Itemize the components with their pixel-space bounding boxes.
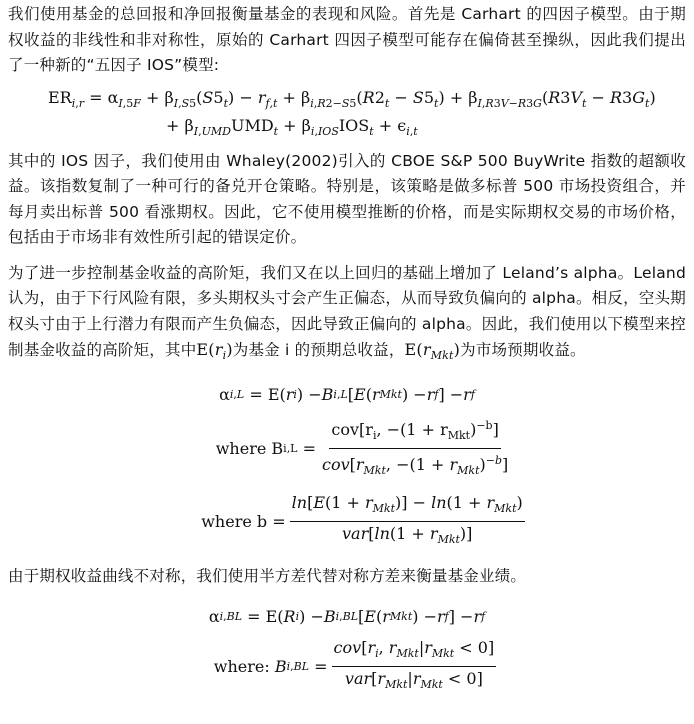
equation-five-factor-line-2: + $\beta_{I,UMD}UMD_t + \beta_{i,IOS}IOS_t + \epsilon_{i,t}$ [166, 115, 418, 138]
equation-five-factor-line-1: $ER_{i,r} = \alpha_{I,5F} + \beta_{I,S5}(S5_t) - r_{f,t} + \beta_{i,R2-S5}(R2_t - S5_t) + \beta_{I,R3V-R3G}(R3V_t - R3G_t)$ [48, 87, 656, 110]
paragraph-leland-text-b: 为基金 i 的预期总收益， [232, 341, 405, 359]
equation-b-parameter [8, 493, 686, 550]
paragraph-leland-text-a: 为了进一步控制基金收益的高阶矩，我们又在以上回归的基础上增加了 Leland’s alpha。Leland 认为，由于下行风险有限，多头期权头寸会产生正偏态，从而导致负偏向的 alpha。相反，空头期权头寸由于上行潜力有限而产生负偏态，因此导致正偏向的 alpha。因此，我们使用以下模型来控制基金收益的高阶矩，其中 [8, 263, 686, 359]
inline-expected-market-return: $E(r_{Mkt})$ [404, 340, 461, 362]
label-where: where [215, 438, 267, 458]
fraction-numerator: $cov[r_i$, $-(1 + r_{Mkt})^{-b}$] [329, 416, 500, 449]
inline-expected-fund-return: $E(r_i)$ [196, 340, 233, 362]
paragraph-leland-text-c: 为市场预期收益。 [460, 341, 586, 359]
paragraph-semivariance: 由于期权收益曲线不对称，我们使用半方差代替对称方差来衡量基金业绩。 [8, 566, 527, 585]
equation-semivariance-alpha: α i,BL = E( R i ) − B i,BL [ E ( r Mkt ) − r f ] − r f [208, 607, 486, 626]
fraction-denominator: $cov[r_{Mkt}$, $-(1 + r_{Mkt})^{-b}$] [322, 453, 509, 477]
fraction-numerator: $\ln[E(1 + r_{Mkt})] - \ln(1 + r_{Mkt})$ [290, 493, 525, 522]
fraction-denominator: $var[r_{Mkt}|r_{Mkt} < 0]$ [344, 669, 483, 691]
label-where-colon: where: [213, 657, 270, 676]
equation-semivariance-beta: where: B i,BL = $\frac{cov[r_i, r_{Mkt}|r_{Mkt} < 0]}{var[r_{Mkt}|r_{Mkt} < 0]}$ [8, 638, 686, 695]
fraction-leland-beta [320, 416, 510, 481]
fraction-numerator: $cov[r_i$, $r_{Mkt}|r_{Mkt} < 0$] [332, 638, 497, 667]
fraction-semivariance-beta [332, 638, 497, 695]
paragraph-leland-alpha [8, 261, 686, 369]
equation-leland-alpha: α i,L = E( r i ) − B i,L [ E ( r Mkt ) − r f ] − r f [219, 384, 475, 404]
label-where-b: where b = [201, 511, 286, 531]
fraction-denominator: $var[\ln(1 + r_{Mkt})]$ [342, 523, 473, 546]
fraction-b-parameter [290, 493, 525, 550]
equation-leland-beta: where B i,L = $\frac{cov[r_i, -(1 + r_{Mkt})^{-b}]}{cov[r_{Mkt}, -(1 + r_{Mkt})^{-b}]}$ [8, 416, 686, 481]
equation-five-factor-model [48, 87, 686, 143]
paragraph-intro: 我们使用基金的总回报和净回报衡量基金的表现和风险。首先是 Carhart 的四因子模型。由于期权收益的非线性和非对称性，原始的 Carhart 四因子模型可能存在偏倚甚至操纵，因此我们提出了一种新的“五因子 IOS”模型: [8, 5, 686, 74]
paragraph-ios-factor: 其中的 IOS 因子，我们使用由 Whaley(2002)引入的 CBOE S&P 500 BuyWrite 指数的超额收益。该指数复制了一种可行的备兑开仓策略。特别是，该策略是做多标普 500 市场投资组合，并每月卖出标普 500 看涨期权。因此，它不使用模型推断的价格，而是实际期权交易的市场价格，包括由于市场非有效性所引起的错误定价。 [8, 151, 686, 246]
